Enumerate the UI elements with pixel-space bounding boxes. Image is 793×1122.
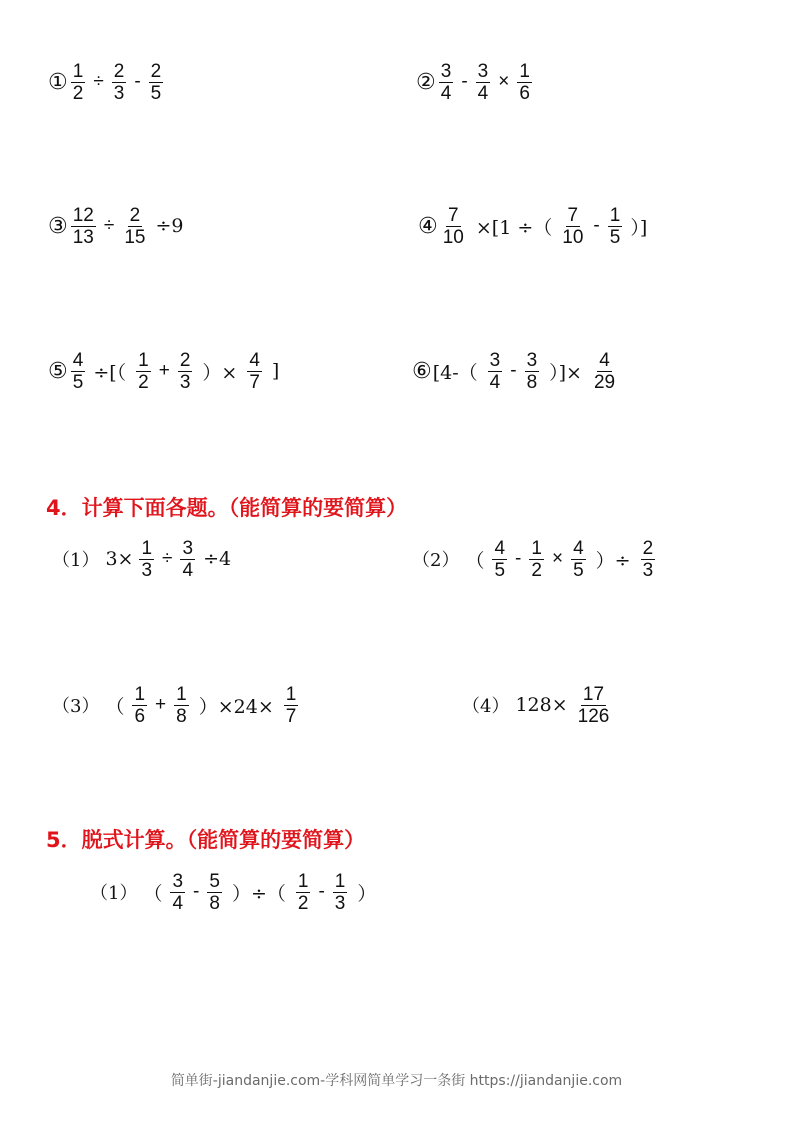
operator: -	[193, 881, 200, 902]
section-4-question-1	[52, 531, 231, 587]
fraction: $\frac{3}{4}$	[182, 537, 194, 581]
question-label: （1）	[90, 883, 138, 904]
question-label: （4）	[462, 696, 510, 717]
fraction: $\frac{12}{13}$	[72, 204, 94, 248]
fraction: $\frac{1}{6}$	[134, 683, 146, 727]
page-footer: 简单街-jiandanjie.com-学科网简单学习一条街 https://jiandanjie.com	[170, 1073, 623, 1089]
problem-number: ③	[48, 213, 68, 239]
fraction: $\frac{1}{2}$	[297, 870, 309, 914]
problem-number: ④	[418, 213, 438, 239]
operator: +	[155, 694, 167, 715]
section-5-heading: 5．脱式计算。（能简算的要简算）	[46, 828, 366, 852]
fraction: $\frac{1}{2}$	[138, 349, 149, 393]
section-4-question-3	[52, 677, 300, 733]
operator: -	[134, 71, 141, 92]
operator: -	[318, 881, 325, 902]
problem-4	[418, 198, 647, 254]
expression-text: ÷4	[203, 548, 232, 570]
fraction: $\frac{1}{3}$	[141, 537, 153, 581]
question-label: （3）	[52, 696, 100, 717]
fraction: $\frac{1}{5}$	[609, 204, 621, 248]
fraction: $\frac{1}{2}$	[72, 60, 84, 104]
expression-text: ÷9	[155, 215, 184, 237]
fraction: $\frac{1}{2}$	[531, 537, 542, 581]
operator: -	[461, 71, 468, 92]
expression-text: ）×24×	[198, 695, 274, 718]
expression-text: ）]×	[549, 361, 582, 384]
expression-text: ×[1 ÷（	[475, 216, 553, 239]
fraction: $\frac{4}{7}$	[249, 349, 260, 393]
fraction: $\frac{7}{10}$	[562, 204, 584, 248]
fraction: $\frac{4}{5}$	[494, 537, 506, 581]
fraction: $\frac{2}{5}$	[150, 60, 162, 104]
fraction: $\frac{4}{5}$	[72, 349, 84, 393]
fraction: $\frac{4}{29}$	[593, 349, 616, 393]
fraction: $\frac{5}{8}$	[209, 870, 220, 914]
expression-text: ）]	[630, 216, 648, 239]
fraction: $\frac{1}{3}$	[334, 870, 346, 914]
expression-text: [4-（	[432, 361, 478, 384]
question-label: （1）	[52, 550, 100, 571]
problem-3	[48, 198, 183, 254]
operator: ÷	[103, 215, 115, 236]
operator: ×	[498, 71, 510, 92]
fraction: $\frac{4}{5}$	[573, 537, 584, 581]
fraction: $\frac{17}{126}$	[577, 683, 610, 727]
expression-text: ）	[357, 882, 377, 905]
fraction: $\frac{2}{3}$	[113, 60, 125, 104]
fraction: $\frac{3}{4}$	[440, 60, 452, 104]
fraction: $\frac{3}{4}$	[172, 870, 184, 914]
fraction: $\frac{7}{10}$	[442, 204, 464, 248]
operator: ÷	[93, 71, 104, 92]
operator: ×	[551, 548, 564, 569]
problem-number: ⑤	[48, 358, 68, 384]
problem-5	[48, 343, 279, 399]
problem-2	[416, 54, 534, 110]
expression-text: ）×	[202, 361, 238, 384]
fraction: $\frac{1}{7}$	[285, 683, 297, 727]
fraction: $\frac{3}{4}$	[477, 60, 489, 104]
fraction: $\frac{3}{8}$	[526, 349, 538, 393]
fraction: $\frac{3}{4}$	[489, 349, 501, 393]
expression-text: ]	[271, 360, 280, 382]
operator: -	[510, 360, 517, 381]
question-label: （2）	[412, 550, 460, 571]
expression-text: 128×	[515, 694, 568, 716]
problem-number: ②	[416, 69, 436, 95]
expression-text: （	[105, 695, 125, 718]
fraction: $\frac{2}{3}$	[642, 537, 654, 581]
operator: +	[158, 360, 170, 381]
section-5-question-1	[90, 864, 376, 920]
problem-number: ⑥	[412, 358, 432, 384]
section-4-question-4	[462, 677, 613, 733]
section-4-heading: 4．计算下面各题。（能简算的要简算）	[46, 496, 408, 520]
operator: -	[515, 548, 522, 569]
expression-text: （	[143, 882, 163, 905]
operator: -	[593, 215, 600, 236]
fraction: $\frac{2}{15}$	[124, 204, 146, 248]
operator: ÷	[162, 548, 173, 569]
fraction: $\frac{1}{6}$	[519, 60, 530, 104]
section-4-question-2	[412, 531, 657, 587]
expression-text: ）÷（	[231, 882, 286, 905]
expression-text: ）÷	[595, 549, 631, 572]
problem-number: ①	[48, 69, 68, 95]
expression-text: （	[465, 549, 485, 572]
fraction: $\frac{1}{8}$	[176, 683, 187, 727]
problem-6	[412, 343, 619, 399]
fraction: $\frac{2}{3}$	[179, 349, 191, 393]
expression-text: ÷[（	[93, 361, 127, 384]
problem-1	[48, 54, 165, 110]
expression-text: 3×	[105, 548, 134, 570]
